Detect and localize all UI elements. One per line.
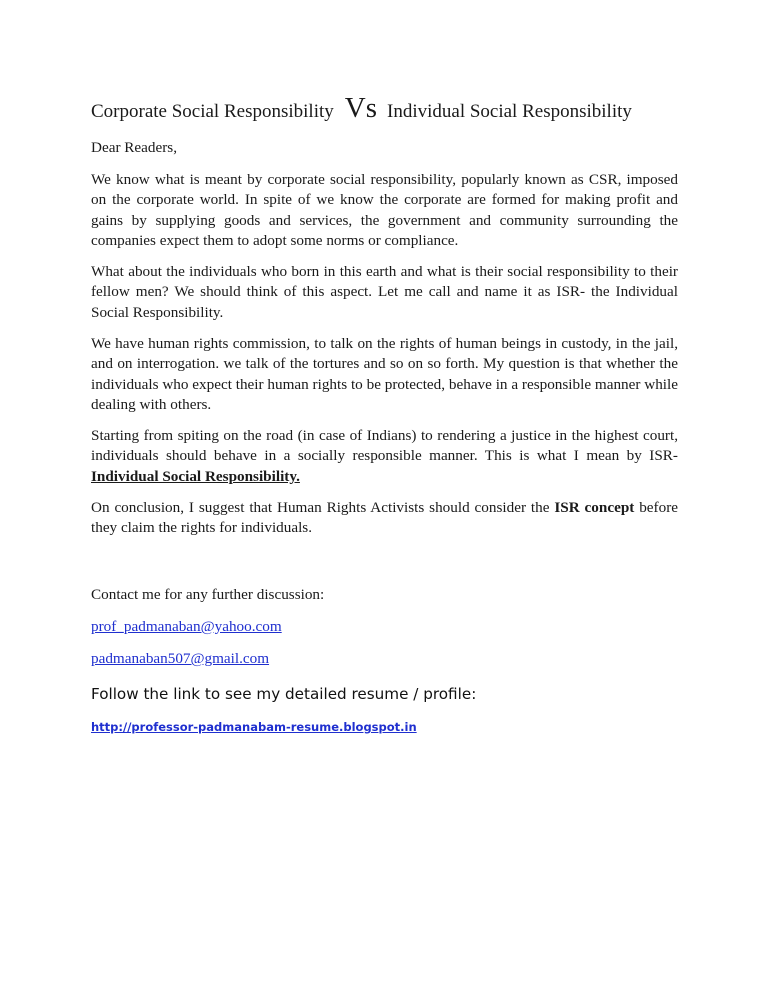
contact-intro: Contact me for any further discussion: (91, 586, 325, 603)
email-link-gmail[interactable]: padmanaban507@gmail.com (91, 650, 270, 667)
conclusion-before: On conclusion, I suggest that Human Rights Activists should consider the (91, 499, 555, 516)
paragraph-csr: We know what is meant by corporate social responsibility, popularly known as CSR, imposed on the corporate world. In spite of we know the corporate are formed for making profit and gains by supplying goods and services, the government and community surrounding the companies expect them to adopt some norms or compliance. (91, 171, 678, 250)
isr-emphasis: Individual Social Responsibility. (91, 467, 300, 485)
isr-concept: ISR concept (554, 499, 635, 516)
title-left: Corporate Social Responsibility (91, 101, 334, 122)
paragraph-human-rights: We have human rights commission, to talk on the rights of human beings in custody, in the jail, and on interrogation. we talk of the tortures and so on so forth. My question is that whether the individuals who expect their human rights to be protected, behave in a responsible manner while dealing with others. (91, 335, 678, 414)
title-right: Individual Social Responsibility (387, 101, 632, 122)
paragraph-behaviour-text: Starting from spiting on the road (in case of Indians) to rendering a justice in the highest court, individuals should behave in a socially responsible manner. This is what I mean by ISR- (91, 427, 678, 465)
conclusion-after: before they claim the rights for individuals. (91, 499, 678, 537)
follow-heading: Follow the link to see my detailed resume / profile: (91, 685, 477, 703)
title-vs: Vs (344, 92, 377, 124)
resume-link[interactable]: http://professor-padmanabam-resume.blogspot.in (91, 720, 417, 734)
page-title (91, 90, 691, 130)
paragraph-isr-intro: What about the individuals who born in this earth and what is their social responsibility to their fellow men? We should think of this aspect. Let me call and name it as ISR- the Individual Social Responsibility. (91, 263, 678, 321)
paragraph-conclusion (91, 498, 678, 539)
salutation: Dear Readers, (91, 139, 178, 156)
paragraph-behaviour (91, 426, 678, 487)
email-link-yahoo[interactable]: prof_padmanaban@yahoo.com (91, 618, 282, 635)
